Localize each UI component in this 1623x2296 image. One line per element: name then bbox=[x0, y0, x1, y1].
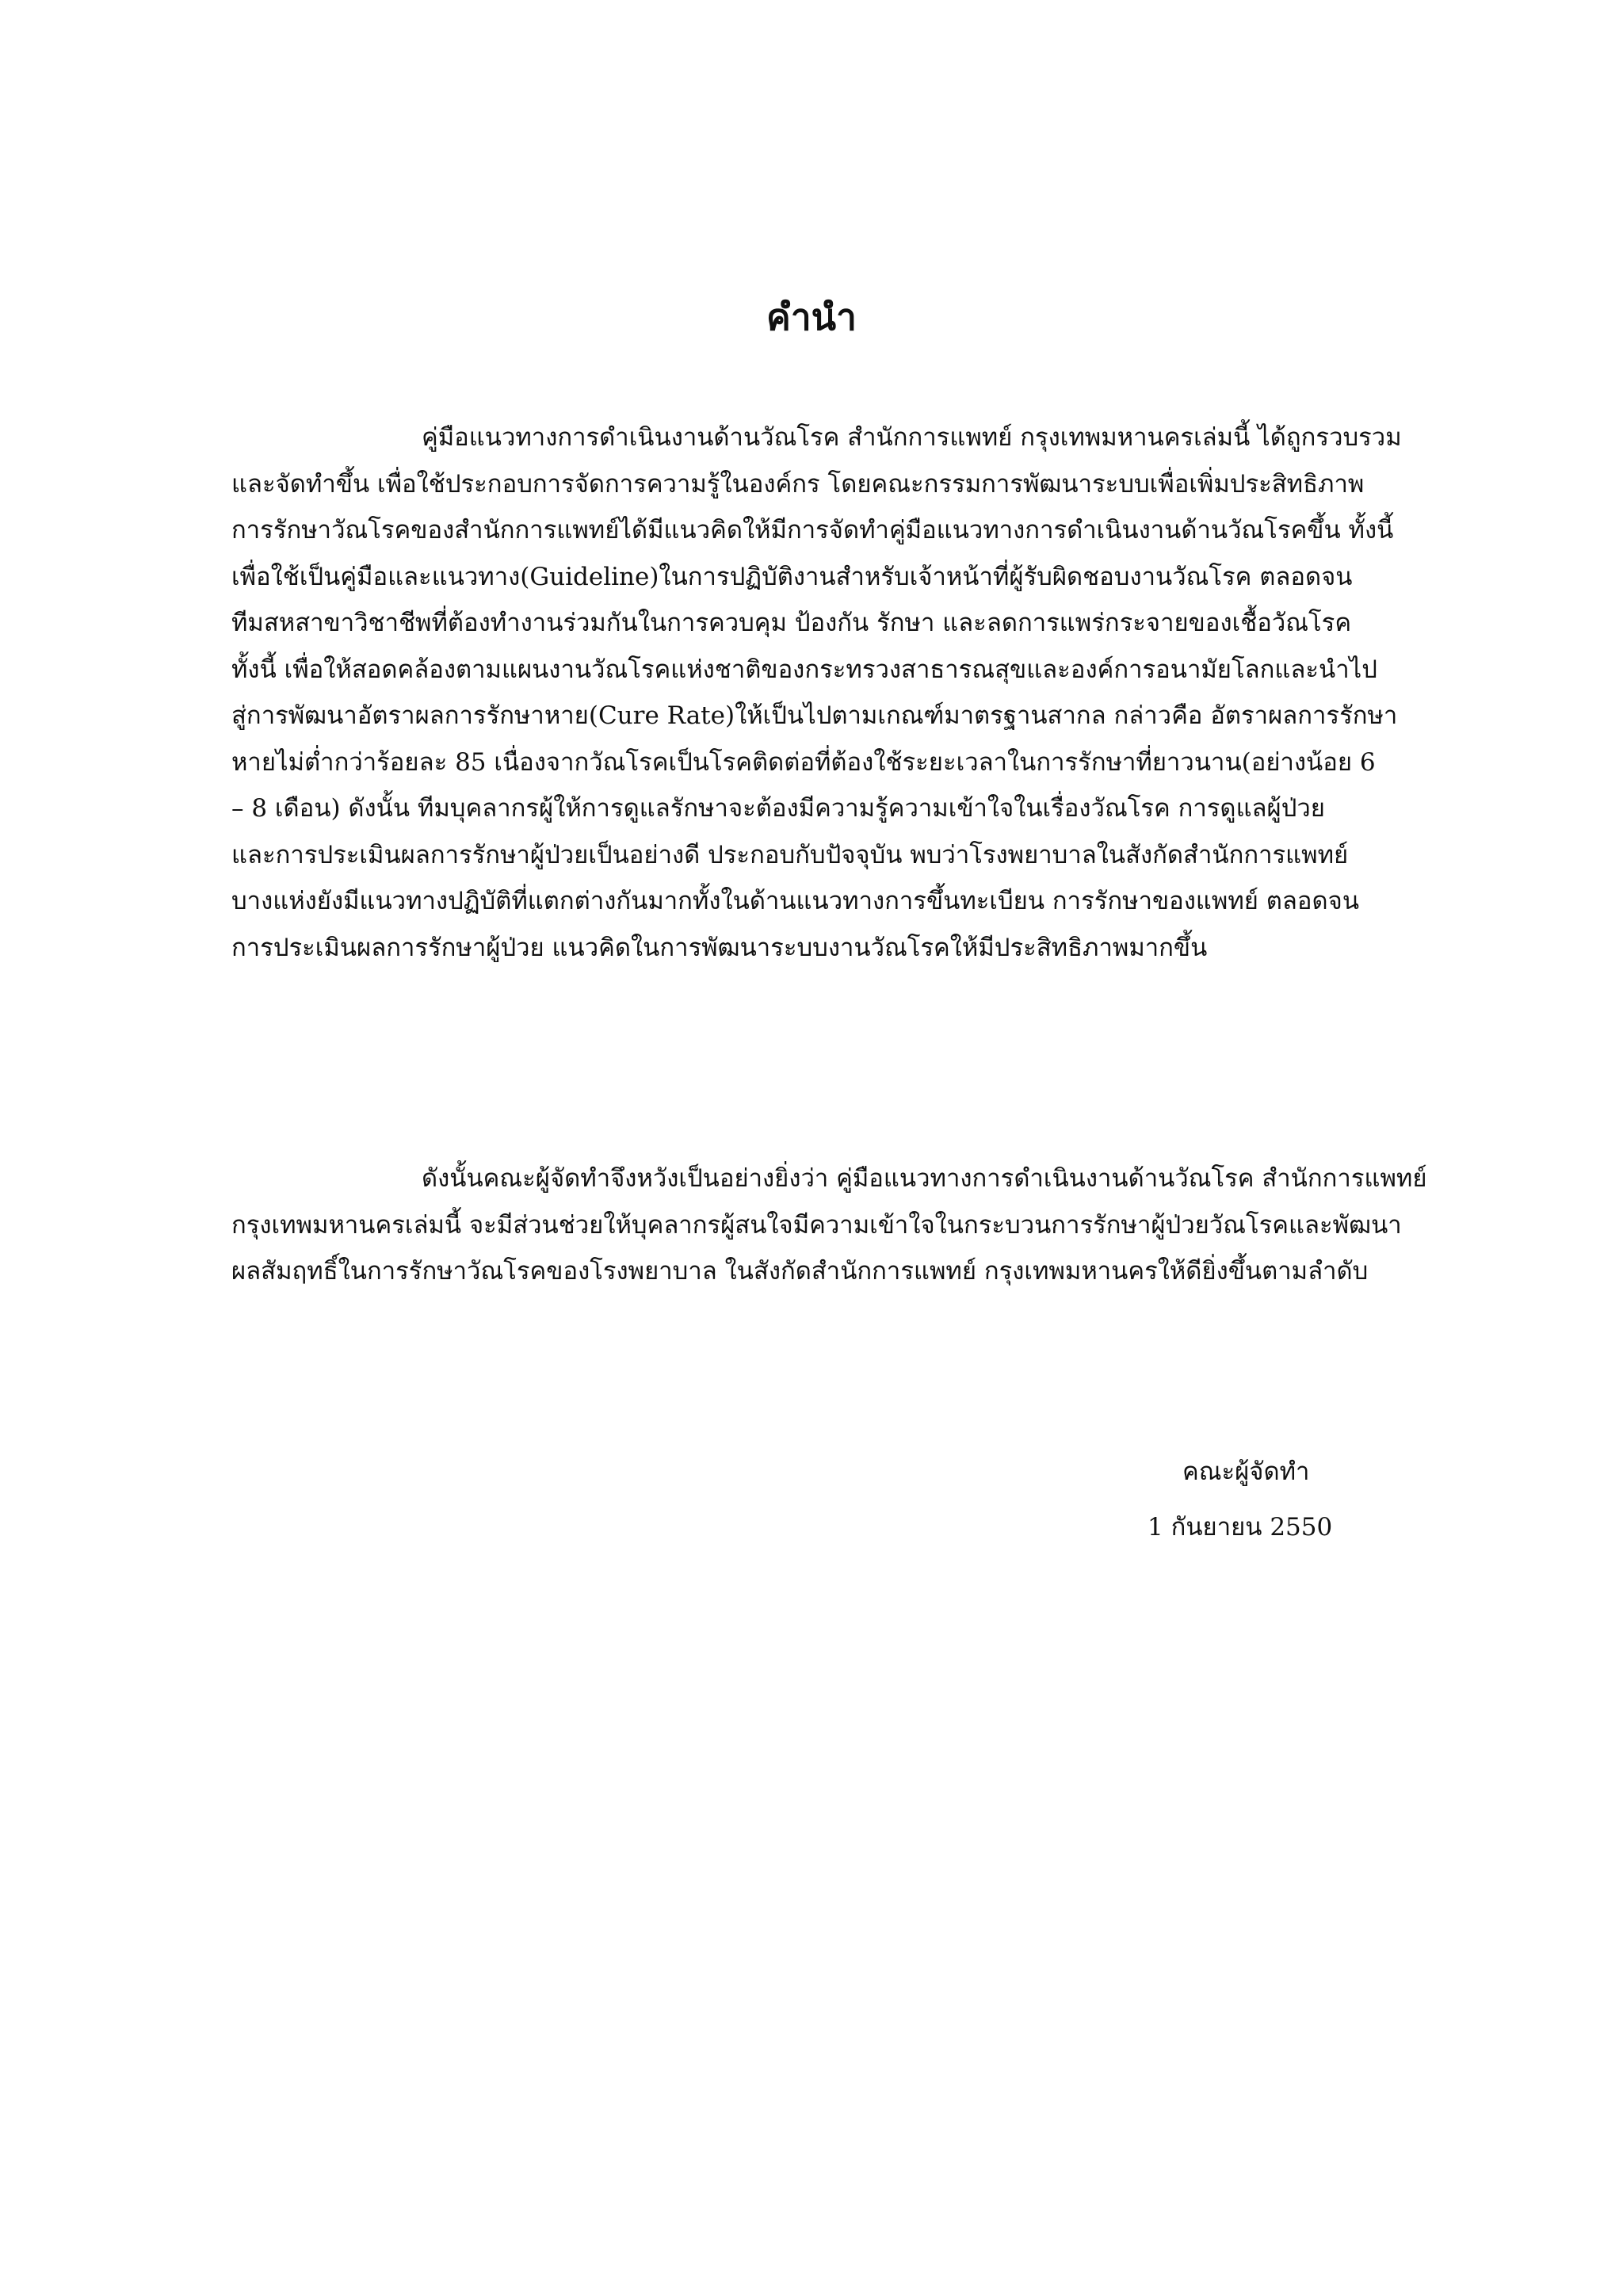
paragraph-1-line: ทั้งนี้ เพื่อให้สอดคล้องตามแผนงานวัณโรคแห่งชาติของกระทรวงสาธารณสุขและองค์การอนามัยโลกและนำไป bbox=[231, 655, 1377, 684]
paragraph-1-line: การประเมินผลการรักษาผู้ป่วย แนวคิดในการพัฒนาระบบงานวัณโรคให้มีประสิทธิภาพมากขึ้น bbox=[231, 933, 1208, 962]
paragraph-1-line: และจัดทำขึ้น เพื่อใช้ประกอบการจัดการความรู้ในองค์กร โดยคณะกรรมการพัฒนาระบบเพื่อเพิ่มประสิทธิภาพ bbox=[231, 469, 1365, 499]
signature-author: คณะผู้จัดทำ bbox=[1182, 1457, 1310, 1486]
paragraph-2 bbox=[231, 1156, 1547, 1295]
paragraph-1-line: การรักษาวัณโรคของสำนักการแพทย์ได้มีแนวคิดให้มีการจัดทำคู่มือแนวทางการดำเนินงานด้านวัณโรคขึ้น ทั้งนี้ bbox=[231, 516, 1394, 544]
paragraph-1-line: เพื่อใช้เป็นคู่มือและแนวทาง(Guideline)ในการปฏิบัติงานสำหรับเจ้าหน้าที่ผู้รับผิดชอบงานวัณโรค ตลอดจน bbox=[231, 562, 1353, 591]
paragraph-2-line: กรุงเทพมหานครเล่มนี้ จะมีส่วนช่วยให้บุคลากรผู้สนใจมีความเข้าใจในกระบวนการรักษาผู้ป่วยวัณโรคและพัฒนา bbox=[231, 1210, 1402, 1240]
paragraph-1-line: หายไม่ต่ำกว่าร้อยละ 85 เนื่องจากวัณโรคเป็นโรคติดต่อที่ต้องใช้ระยะเวลาในการรักษาที่ยาวนาน(อย่างน้อย 6 bbox=[231, 747, 1376, 777]
signature-date: 1 กันยายน 2550 bbox=[1148, 1513, 1333, 1541]
page-title: คำนำ bbox=[766, 296, 857, 338]
paragraph-1-line: สู่การพัฒนาอัตราผลการรักษาหาย(Cure Rate)ให้เป็นไปตามเกณฑ์มาตรฐานสากล กล่าวคือ อัตราผลการรักษา bbox=[231, 701, 1398, 730]
paragraph-2-line: ดังนั้นคณะผู้จัดทำจึงหวังเป็นอย่างยิ่งว่า คู่มือแนวทางการดำเนินงานด้านวัณโรค สำนักการแพทย์ bbox=[422, 1164, 1427, 1193]
paragraph-1-line: ทีมสหสาขาวิชาชีพที่ต้องทำงานร่วมกันในการควบคุม ป้องกัน รักษา และลดการแพร่กระจายของเชื้อวัณโรค bbox=[231, 609, 1352, 637]
paragraph-2-line: ผลสัมฤทธิ์ในการรักษาวัณโรคของโรงพยาบาล ในสังกัดสำนักการแพทย์ กรุงเทพมหานครให้ดียิ่งขึ้นตามลำดับ bbox=[231, 1257, 1369, 1286]
paragraph-1-line: – 8 เดือน) ดังนั้น ทีมบุคลากรผู้ให้การดูแลรักษาจะต้องมีความรู้ความเข้าใจในเรื่องวัณโรค การดูแลผู้ป่วย bbox=[231, 794, 1325, 823]
paragraph-1-line: และการประเมินผลการรักษาผู้ป่วยเป็นอย่างดี ประกอบกับปัจจุบัน พบว่าโรงพยาบาลในสังกัดสำนักการแพทย์ bbox=[231, 840, 1349, 869]
paragraph-1-line: บางแห่งยังมีแนวทางปฏิบัติที่แตกต่างกันมากทั้งในด้านแนวทางการขึ้นทะเบียน การรักษาของแพทย์ ตลอดจน bbox=[231, 887, 1360, 915]
paragraph-1 bbox=[231, 415, 1547, 971]
paragraph-1-line: คู่มือแนวทางการดำเนินงานด้านวัณโรค สำนักการแพทย์ กรุงเทพมหานครเล่มนี้ ได้ถูกรวบรวม bbox=[422, 423, 1402, 452]
